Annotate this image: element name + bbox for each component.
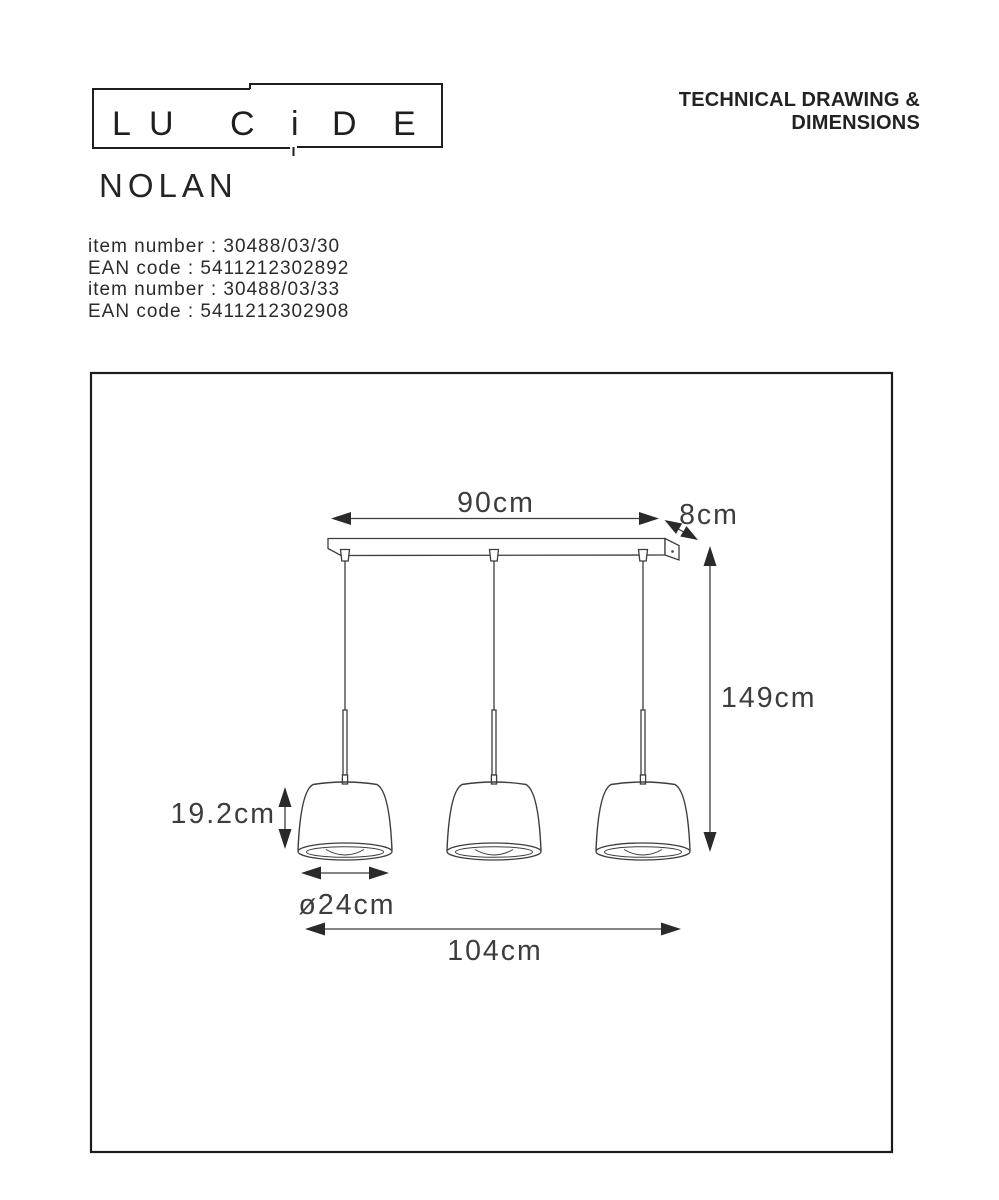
- arrow-right-icon: [369, 867, 389, 880]
- cord-lower: [492, 710, 496, 775]
- arrow-right-icon: [639, 512, 659, 525]
- shade-body: [447, 782, 541, 851]
- product-name: NOLAN: [99, 167, 238, 204]
- dimension-shade-diameter: [298, 867, 395, 922]
- total-width-label: 104cm: [447, 935, 543, 967]
- shade-diffuser: [326, 850, 364, 856]
- logo-letter-c: C: [230, 105, 255, 143]
- arrow-right-icon: [661, 923, 681, 936]
- shade-diffuser: [475, 850, 513, 856]
- pendant-left: [298, 550, 392, 861]
- bar-depth-label: 8cm: [679, 499, 739, 531]
- shade-body: [596, 782, 690, 851]
- suspension-height-label: 149cm: [721, 682, 817, 714]
- cord-grip: [490, 550, 499, 562]
- arrow-up-icon: [704, 546, 717, 566]
- arrow-left-icon: [305, 923, 325, 936]
- shade-height-label: 19.2cm: [170, 798, 276, 830]
- dimension-bar-depth: [665, 499, 739, 540]
- pendant-middle: [447, 550, 541, 861]
- item-number-2: item number : 30488/03/33: [88, 279, 341, 301]
- ean-code-2: EAN code : 5411212302908: [88, 301, 350, 323]
- item-number-1: item number : 30488/03/30: [88, 236, 341, 257]
- shade-body: [298, 782, 392, 851]
- arrow-left-icon: [331, 512, 351, 525]
- shade-diameter-label: ø24cm: [298, 889, 396, 921]
- cord-grip: [341, 550, 350, 562]
- arrow-left-icon: [301, 867, 321, 880]
- bar-width-label: 90cm: [457, 487, 535, 519]
- dimension-total-width: [305, 923, 681, 968]
- cord-lower: [343, 710, 347, 775]
- logo-letter-i: i: [291, 105, 299, 143]
- shade-rim-inner: [456, 847, 533, 858]
- ceiling-bar-screw: [671, 550, 674, 553]
- ceiling-bar-end-cap: [665, 539, 679, 561]
- arrow-down-icon: [279, 829, 292, 849]
- logo-letter-l: L: [112, 105, 131, 143]
- logo-letter-u: U: [149, 105, 174, 143]
- shade-rim-inner: [605, 847, 682, 858]
- logo-letter-e: E: [393, 105, 416, 143]
- logo-letter-d: D: [332, 105, 357, 143]
- ceiling-bar: [328, 539, 679, 561]
- arrow-down-icon: [704, 832, 717, 852]
- pendant-right: [596, 550, 690, 861]
- shade-diffuser: [624, 850, 662, 856]
- dimension-bar-width: [331, 487, 659, 525]
- document-title: TECHNICAL DRAWING & DIMENSIONS: [678, 89, 920, 134]
- cord-grip: [639, 550, 648, 562]
- dimension-shade-height: [171, 787, 292, 849]
- ean-code-1: EAN code : 5411212302892: [88, 257, 350, 279]
- dimension-suspension-height: [704, 546, 817, 852]
- cord-lower: [641, 710, 645, 775]
- arrow-up-icon: [279, 787, 292, 807]
- shade-rim-inner: [307, 847, 384, 858]
